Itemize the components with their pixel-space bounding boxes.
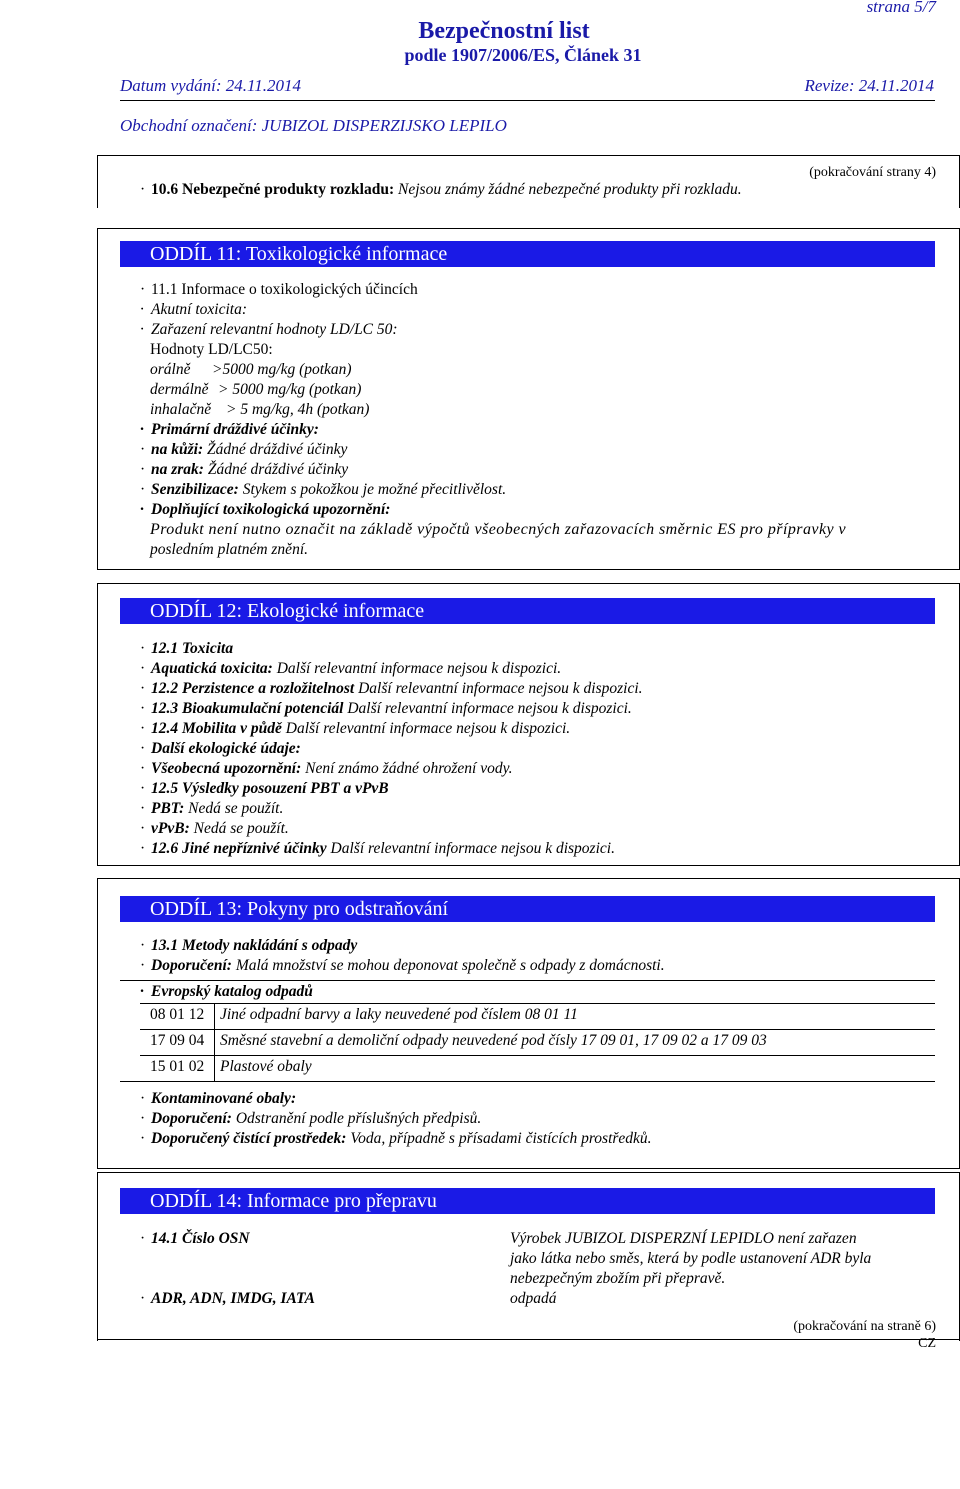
oral-label: orálně <box>150 361 191 378</box>
item-10-6: · 10.6 Nebezpečné produkty rozkladu: Nejsou známy žádné nebezpečné produkty při rozkladu. <box>140 181 742 198</box>
doc-subtitle: podle 1907/2006/ES, Článek 31 <box>404 45 642 65</box>
issue-date: Datum vydání: 24.11.2014 <box>120 76 301 95</box>
section-14-body: · 14.1 Číslo OSN Výrobek JUBIZOL DISPERZNÍ LEPIDLO není zařazen jako látka nebo směs, která by podle ustanovení ADR byla nebezpečným zbožím při přepravě. · ADR, ADN, IMDG, IATA odpadá <box>140 1230 872 1307</box>
waste-text-1: Jiné odpadní barvy a laky neuvedené pod číslem 08 01 11 <box>220 1006 578 1023</box>
s12-line5b: Další relevantní informace nejsou k dispozici. <box>281 720 571 737</box>
s13-line5b: Voda, případně s přísadami čistících prostředků. <box>346 1130 652 1147</box>
waste-sep-3 <box>214 1056 215 1081</box>
s14-line1-val1: Výrobek JUBIZOL DISPERZNÍ LEPIDLO není zařazen <box>510 1230 857 1247</box>
section-12-title: ODDÍL 12: Ekologické informace <box>120 598 935 624</box>
section-12-body: · 12.1 Toxicita · Aquatická toxicita: Další relevantní informace nejsou k dispozici. · 12.2 Perzistence a rozložitelnost Další relevantní informace nejsou k dispozici. · 12.3 Bioakumulační potenciál Další relevantní informace nejsou k dispozici. · 12.4 Mobilita v půdě Další relevantní informace nejsou k dispozici. · Další ekologické údaje: · Všeobecná upozornění: Není známo žádné ohrožení vody. · 12.5 Výsledky posouzení PBT a vPvB · PBT: Nedá se použít. · vPvB: Nedá se použít. · 12.6 Jiné nepříznivé účinky Další relevantní informace nejsou k dispozici. <box>140 640 643 857</box>
trade-name: Obchodní označení: JUBIZOL DISPERZIJSKO LEPILO <box>120 116 507 135</box>
waste-text-3: Plastové obaly <box>220 1058 312 1075</box>
continued-to: (pokračování na straně 6) <box>793 1319 936 1334</box>
dermal-value: > 5000 mg/kg (potkan) <box>218 381 362 398</box>
s12-line1: 12.1 Toxicita <box>151 640 234 657</box>
footer-lang: CZ <box>918 1336 936 1351</box>
s14-line2: ADR, ADN, IMDG, IATA <box>151 1290 315 1307</box>
waste-text-2: Směsné stavební a demoliční odpady neuvedené pod čísly 17 09 01, 17 09 02 a 17 09 03 <box>220 1032 767 1049</box>
s11-line2: Akutní toxicita: <box>151 301 247 318</box>
section-11-body: · 11.1 Informace o toxikologických účincích · Akutní toxicita: · Zařazení relevantní hodnoty LD/LC 50: Hodnoty LD/LC50: orálně >5000 mg/kg (potkan) dermálně > 5000 mg/kg (potkan) inhalačně > 5 mg/kg, 4h (potkan) · Primární dráždivé účinky: · na kůži: Žádné dráždivé účinky · na zrak: Žádné dráždivé účinky · Senzibilizace: Stykem s pokožkou je možné přecitlivělost. · Doplňující toxikologická upozornění: Produkt není nutno označit na základě výpočtů všeobecných zařazovacích směrnic ES pro přípravky v posledním platném znění. <box>140 281 847 558</box>
s14-line1: 14.1 Číslo OSN <box>151 1230 250 1247</box>
s12-line7b: Není známo žádné ohrožení vody. <box>301 760 513 777</box>
s11-add-label: Doplňující toxikologická upozornění: <box>151 501 391 518</box>
header-rule <box>120 100 935 101</box>
sens-label: Senzibilizace: <box>151 481 239 498</box>
skin-text: Žádné dráždivé účinky <box>203 441 348 458</box>
section-14-title: ODDÍL 14: Informace pro přepravu <box>120 1188 935 1214</box>
eye-label: na zrak: <box>151 461 204 478</box>
waste-catalog-label: Evropský katalog odpadů <box>151 983 313 1000</box>
section-13-body: · 13.1 Metody nakládání s odpady · Doporučení: Malá množství se mohou deponovat společně s odpady z domácnosti. <box>140 937 665 974</box>
sens-text: Stykem s pokožkou je možné přecitlivělost. <box>238 481 507 498</box>
s11-add-text1: Produkt není nutno označit na základě výpočtů všeobecných zařazovacích směrnic ES pro přípravky v <box>150 521 847 538</box>
waste-sep-1 <box>214 1004 215 1029</box>
waste-code-2: 17 09 04 <box>150 1032 205 1049</box>
continued-from: (pokračování strany 4) <box>809 165 936 180</box>
eye-text: Žádné dráždivé účinky <box>203 461 349 478</box>
s13-line3: Kontaminované obaly: <box>151 1090 297 1107</box>
s11-line4: Hodnoty LD/LC50: <box>150 341 273 358</box>
s14-line1-val3: nebezpečným zbožím při přepravě. <box>510 1270 726 1287</box>
s12-line2b: Další relevantní informace nejsou k dispozici. <box>272 660 562 677</box>
revision-date: Revize: 24.11.2014 <box>804 76 934 95</box>
waste-row-2 <box>140 1030 935 1056</box>
s12-line4b: Další relevantní informace nejsou k dispozici. <box>343 700 632 717</box>
waste-sep-2 <box>214 1030 215 1055</box>
s12-line7a: Všeobecná upozornění: <box>151 760 302 777</box>
s11-line1: 11.1 Informace o toxikologických účincích <box>151 281 418 298</box>
waste-catalog-title: · Evropský katalog odpadů <box>140 983 313 1000</box>
s12-line2a: Aquatická toxicita: <box>151 660 273 677</box>
s12-line6: Další ekologické údaje: <box>151 740 301 757</box>
item-10-6-label: 10.6 Nebezpečné produkty rozkladu: <box>151 181 395 198</box>
waste-row-1 <box>140 1004 935 1030</box>
s12-line4a: 12.3 Bioakumulační potenciál <box>151 700 344 717</box>
section-13-body-2: · Kontaminované obaly: · Doporučení: Odstranění podle příslušných předpisů. · Doporučený čistící prostředek: Voda, případně s přísadami čistících prostředků. <box>140 1090 652 1147</box>
skin-label: na kůži: <box>151 441 204 458</box>
s12-line9b: Nedá se použít. <box>184 800 284 817</box>
waste-catalog-rule-bottom <box>120 1081 935 1082</box>
section-13-title: ODDÍL 13: Pokyny pro odstraňování <box>120 896 935 922</box>
s13-line2b: Malá množství se mohou deponovat společně s odpady z domácnosti. <box>231 957 665 974</box>
s14-line2-val: odpadá <box>510 1290 557 1307</box>
s12-line3b: Další relevantní informace nejsou k dispozici. <box>354 680 643 697</box>
s12-line10b: Nedá se použít. <box>189 820 289 837</box>
s14-line1-val2: jako látka nebo směs, která by podle ustanovení ADR byla <box>510 1250 872 1267</box>
inhal-label: inhalačně <box>150 401 212 418</box>
s13-line5a: Doporučený čistící prostředek: <box>151 1130 347 1147</box>
oral-value: >5000 mg/kg (potkan) <box>212 361 352 378</box>
s13-line4b: Odstranění podle příslušných předpisů. <box>231 1110 482 1127</box>
waste-row-3 <box>140 1056 935 1081</box>
waste-code-1: 08 01 12 <box>150 1006 205 1023</box>
s13-line2a: Doporučení: <box>151 957 232 974</box>
waste-catalog-rule-top <box>120 980 935 981</box>
waste-code-3: 15 01 02 <box>150 1058 205 1075</box>
s11-line3: Zařazení relevantní hodnoty LD/LC 50: <box>151 321 398 338</box>
inhal-value: > 5 mg/kg, 4h (potkan) <box>226 401 370 418</box>
s12-line8: 12.5 Výsledky posouzení PBT a vPvB <box>151 780 389 797</box>
s12-line3a: 12.2 Perzistence a rozložitelnost <box>151 680 355 697</box>
item-10-6-text: Nejsou známy žádné nebezpečné produkty při rozkladu. <box>394 181 742 198</box>
s13-line1: 13.1 Metody nakládání s odpady <box>151 937 358 954</box>
s13-line4a: Doporučení: <box>151 1110 232 1127</box>
s12-line10a: vPvB: <box>151 820 190 837</box>
s12-line11a: 12.6 Jiné nepříznivé účinky <box>151 840 327 857</box>
s12-line11b: Další relevantní informace nejsou k dispozici. <box>326 840 615 857</box>
s11-line8: Primární dráždivé účinky: <box>151 421 319 438</box>
s12-line9a: PBT: <box>151 800 185 817</box>
page-number: strana 5/7 <box>866 0 936 16</box>
doc-title: Bezpečnostní list <box>418 18 590 44</box>
footer-rule <box>97 1339 960 1340</box>
s11-add-text2: posledním platném znění. <box>150 541 308 558</box>
s12-line5a: 12.4 Mobilita v půdě <box>151 720 282 737</box>
section-11-title: ODDÍL 11: Toxikologické informace <box>120 241 935 267</box>
dermal-label: dermálně <box>150 381 209 398</box>
